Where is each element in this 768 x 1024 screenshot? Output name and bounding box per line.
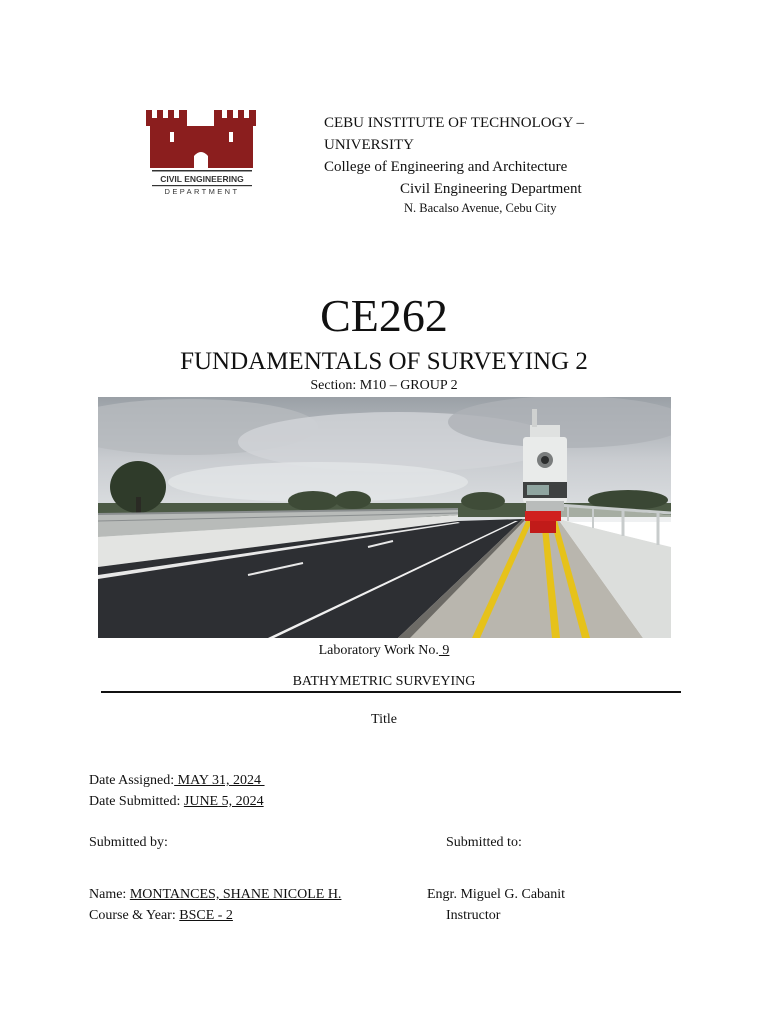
course-code: CE262 bbox=[320, 290, 448, 341]
student-name-label: Name: bbox=[89, 887, 130, 902]
lab-work-label: Laboratory Work No. bbox=[318, 643, 439, 658]
instructor-name: Engr. Miguel G. Cabanit bbox=[427, 887, 566, 902]
date-submitted bbox=[89, 793, 264, 811]
institution-name-line2: UNIVERSITY bbox=[324, 137, 414, 153]
lab-work-value: 9 bbox=[438, 643, 450, 658]
logo-text-line2: DEPARTMENT bbox=[164, 187, 240, 196]
logo-text-line1: CIVIL ENGINEERING bbox=[160, 174, 244, 184]
title-caption: Title bbox=[371, 712, 397, 727]
institution-name-line1: CEBU INSTITUTE OF TECHNOLOGY – bbox=[324, 115, 584, 131]
date-assigned bbox=[89, 772, 265, 790]
student-name-value: MONTANCES, SHANE NICOLE H. bbox=[129, 887, 342, 902]
date-assigned-label: Date Assigned: bbox=[89, 773, 175, 788]
section-label: Section: M10 – GROUP 2 bbox=[310, 378, 458, 393]
course-year-value: BSCE - 2 bbox=[179, 908, 233, 923]
department-logo bbox=[144, 108, 260, 198]
course-year bbox=[89, 907, 233, 925]
course-title: FUNDAMENTALS OF SURVEYING 2 bbox=[180, 348, 588, 375]
address: N. Bacalso Avenue, Cebu City bbox=[404, 201, 557, 215]
lab-title: BATHYMETRIC SURVEYING bbox=[292, 674, 476, 689]
submitted-to-label: Submitted to: bbox=[446, 835, 522, 850]
date-submitted-value: JUNE 5, 2024 bbox=[183, 794, 264, 809]
lab-work-number bbox=[0, 642, 768, 660]
date-assigned-value: MAY 31, 2024 bbox=[174, 773, 265, 788]
submitted-by-label: Submitted by: bbox=[89, 835, 168, 850]
course-year-label: Course & Year: bbox=[89, 908, 180, 923]
instructor-role: Instructor bbox=[446, 908, 501, 923]
department-name: Civil Engineering Department bbox=[400, 181, 582, 197]
date-submitted-label: Date Submitted: bbox=[89, 794, 184, 809]
castle-icon bbox=[144, 108, 260, 198]
cover-photo bbox=[98, 397, 671, 638]
institution-block bbox=[324, 112, 584, 216]
survey-photo-illustration bbox=[98, 397, 671, 638]
college-name: College of Engineering and Architecture bbox=[324, 159, 568, 175]
student-name bbox=[89, 886, 341, 904]
title-divider bbox=[101, 691, 681, 693]
